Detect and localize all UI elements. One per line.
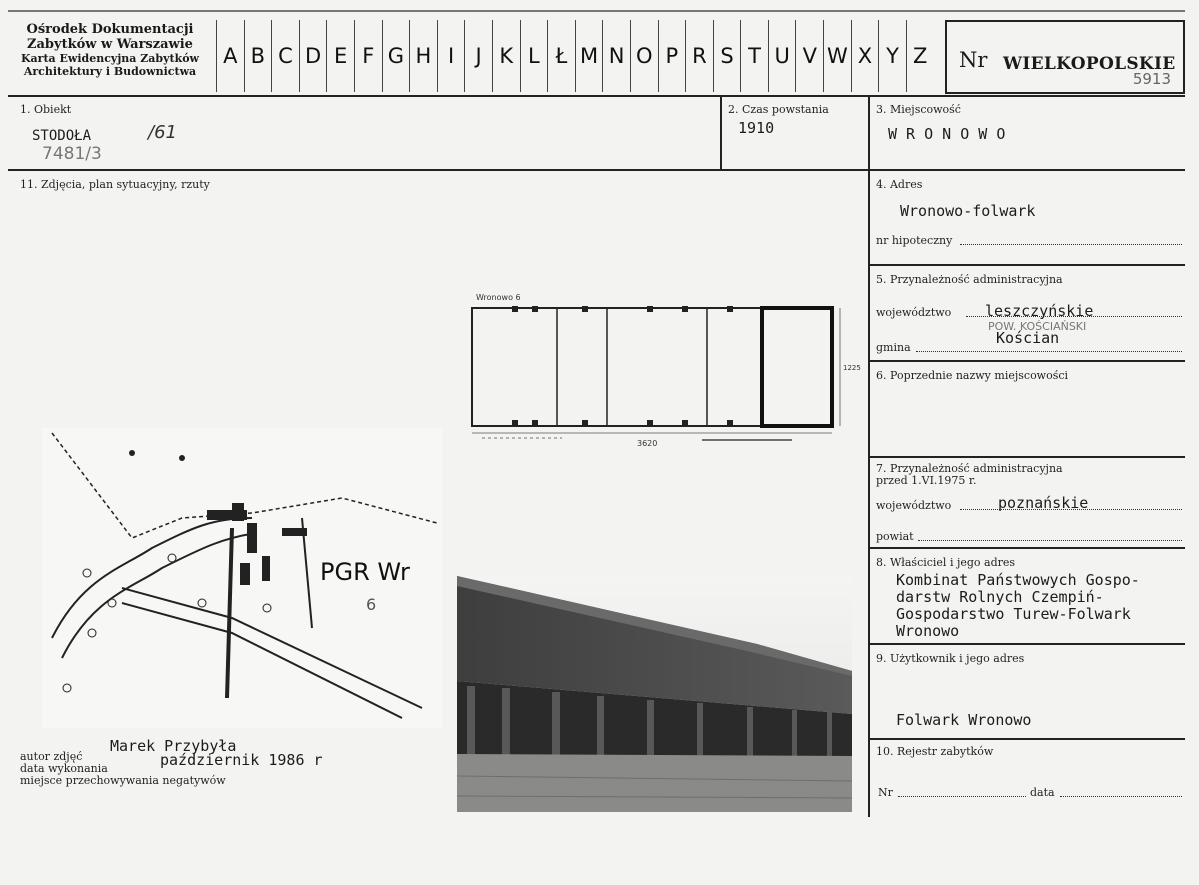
- alphabet-letter: T: [740, 20, 768, 92]
- alphabet-letter: H: [409, 20, 437, 92]
- uzytkownik-label: 9. Użytkownik i jego adres: [876, 652, 1025, 665]
- alphabet-letter: O: [630, 20, 658, 92]
- plan-title-note: Wronowo 6: [476, 293, 521, 302]
- autor-label: autor zdjęć: [20, 750, 83, 763]
- header-divider: [8, 95, 1185, 97]
- alphabet-letter: P: [658, 20, 686, 92]
- obiekt-label: 1. Obiekt: [20, 103, 72, 116]
- gmina-label: gmina: [876, 341, 911, 354]
- miejscowosc-label: 3. Miejscowość: [876, 103, 961, 116]
- alphabet-letter: I: [437, 20, 465, 92]
- wlasciciel-line-4: Wronowo: [896, 622, 960, 640]
- wlasciciel-line-3: Gospodarstwo Turew-Folwark: [896, 605, 1131, 623]
- institution-line-1: Ośrodek Dokumentacji: [26, 22, 194, 37]
- map-number: 6: [366, 595, 377, 614]
- powiat-1975-dots: [918, 540, 1182, 541]
- map-label: PGR Wr: [320, 558, 410, 586]
- przynaleznosc-1975-label2: przed 1.VI.1975 r.: [876, 474, 977, 487]
- rejestr-nr-label: Nr: [878, 786, 893, 799]
- rejestr-data-dots: [1060, 796, 1182, 797]
- czas-label: 2. Czas powstania: [728, 103, 829, 116]
- rejestr-nr-dots: [898, 796, 1026, 797]
- region-number: 5913: [1132, 70, 1171, 88]
- hipoteczny-dots: [960, 244, 1182, 245]
- col-divider-1: [720, 95, 722, 169]
- adres-label: 4. Adres: [876, 178, 923, 191]
- alphabet-letter: J: [464, 20, 492, 92]
- right-divider-5: [868, 360, 1185, 362]
- wojewodztwo-value: leszczyńskie: [985, 302, 1094, 320]
- rejestr-label: 10. Rejestr zabytków: [876, 745, 994, 758]
- institution-line-3: Karta Ewidencyjna Zabytków: [20, 52, 199, 65]
- alphabet-letter: V: [795, 20, 823, 92]
- row1-divider: [8, 169, 1185, 171]
- alphabet-index: [216, 20, 933, 92]
- wojewodztwo-1975-label: województwo: [876, 499, 952, 512]
- adres-value: Wronowo-folwark: [900, 202, 1036, 220]
- powiat-note: POW. KOŚCIAŃSKI: [988, 320, 1087, 333]
- wlasciciel-line-1: Kombinat Państwowych Gospo-: [896, 571, 1140, 589]
- wlasciciel-label: 8. Właściciel i jego adres: [876, 556, 1016, 569]
- alphabet-letter: D: [299, 20, 327, 92]
- alphabet-letter: Z: [906, 20, 934, 92]
- miejscowosc-value: W R O N O W O: [888, 125, 1006, 143]
- right-divider-9: [868, 738, 1185, 740]
- obiekt-hand-number: 7481/3: [42, 144, 102, 164]
- alphabet-letter: B: [244, 20, 272, 92]
- alphabet-letter: U: [768, 20, 796, 92]
- gmina-value: Kościan: [996, 329, 1060, 347]
- top-border: [8, 10, 1185, 12]
- zdjecia-label: 11. Zdjęcia, plan sytuacyjny, rzuty: [20, 178, 210, 191]
- number-box: [945, 20, 1185, 94]
- gmina-dots: [916, 351, 1182, 352]
- alphabet-letter: M: [575, 20, 603, 92]
- alphabet-letter: W: [823, 20, 851, 92]
- nr-label: Nr: [959, 48, 988, 72]
- alphabet-letter: R: [685, 20, 713, 92]
- alphabet-letter: G: [382, 20, 410, 92]
- institution-line-4: Architektury i Budownictwa: [23, 65, 197, 78]
- wojewodztwo-label: województwo: [876, 306, 952, 319]
- site-map: [42, 428, 442, 728]
- institution-header: [10, 22, 210, 78]
- plan-width: 1225: [843, 364, 861, 372]
- uzytkownik-value: Folwark Wronowo: [896, 711, 1032, 729]
- przynaleznosc-1975-label: 7. Przynależność administracyjna: [876, 462, 1063, 475]
- right-divider-8: [868, 643, 1185, 645]
- alphabet-letter: K: [492, 20, 520, 92]
- powiat-1975-label: powiat: [876, 530, 914, 543]
- region-name: WIELKOPOLSKIE: [1003, 54, 1176, 74]
- autor-value: Marek Przybyła: [110, 737, 237, 755]
- alphabet-letter: Ł: [547, 20, 575, 92]
- institution-line-2: Zabytków w Warszawie: [27, 37, 193, 52]
- wlasciciel-line-2: darstw Rolnych Czempiń-: [896, 588, 1104, 606]
- alphabet-letter: Y: [878, 20, 906, 92]
- alphabet-letter: E: [326, 20, 354, 92]
- obiekt-value: STODOŁA: [32, 128, 92, 144]
- miejsce-label: miejsce przechowywania negatywów: [20, 774, 226, 787]
- alphabet-letter: X: [851, 20, 879, 92]
- czas-value: 1910: [738, 119, 775, 137]
- hipoteczny-label: nr hipoteczny: [876, 234, 953, 247]
- right-divider-4: [868, 264, 1185, 266]
- alphabet-letter: N: [602, 20, 630, 92]
- alphabet-letter: A: [216, 20, 244, 92]
- alphabet-letter: F: [354, 20, 382, 92]
- obiekt-note: /61: [148, 122, 177, 143]
- alphabet-letter: C: [271, 20, 299, 92]
- poprzednie-label: 6. Poprzednie nazwy miejscowości: [876, 369, 1069, 382]
- floor-plan: [462, 288, 861, 458]
- data-label: data wykonania: [20, 762, 108, 775]
- right-divider-7: [868, 547, 1185, 549]
- alphabet-letter: S: [713, 20, 741, 92]
- plan-length: 3620: [637, 439, 658, 448]
- rejestr-data-label: data: [1030, 786, 1055, 799]
- alphabet-letter: L: [520, 20, 548, 92]
- wojewodztwo-1975-value: poznańskie: [998, 494, 1089, 512]
- data-value: październik 1986 r: [160, 751, 323, 769]
- przynaleznosc-label: 5. Przynależność administracyjna: [876, 273, 1063, 286]
- barn-photo: [457, 576, 852, 812]
- right-divider-6: [868, 456, 1185, 458]
